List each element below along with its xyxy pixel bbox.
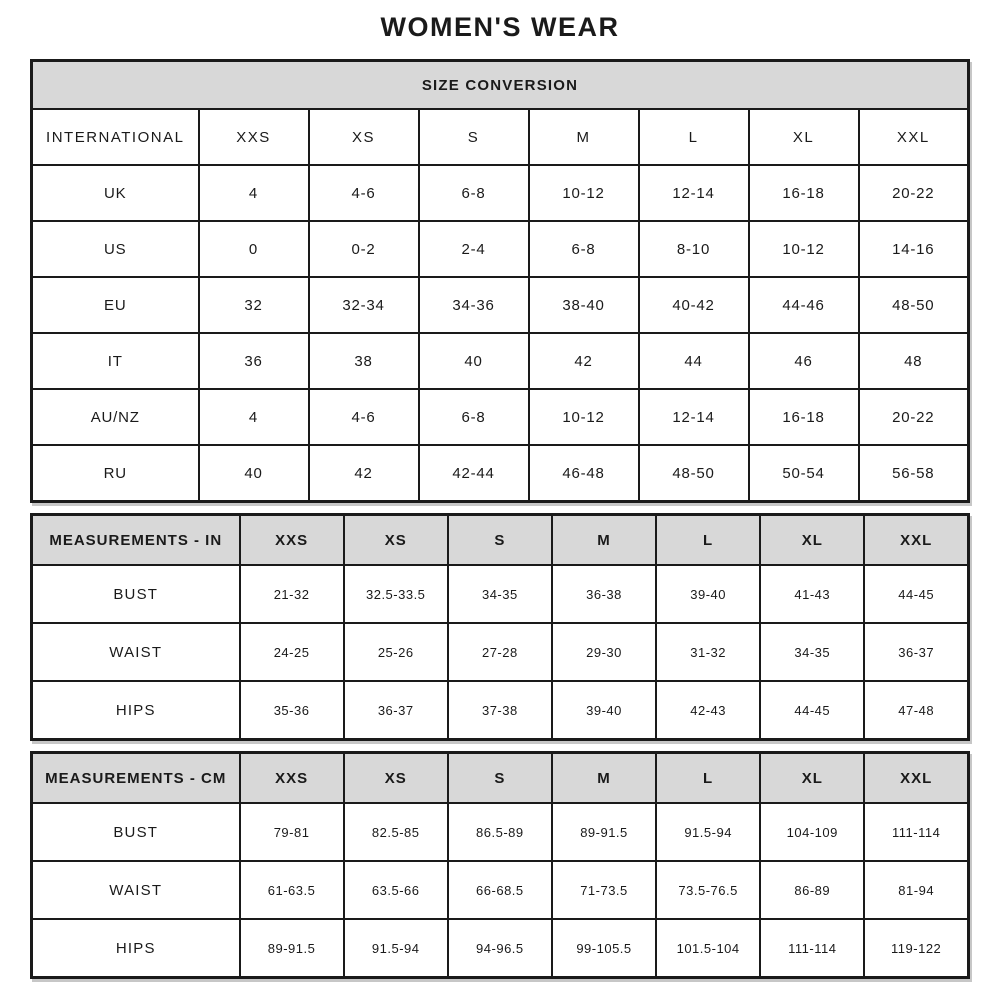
measurement-value-cell: 44-45 [864,565,968,623]
size-header-cell: S [448,753,552,804]
size-header-cell: S [448,515,552,566]
row-label: WAIST [32,623,240,681]
measurements-in-title-cell: MEASUREMENTS - IN [32,515,240,566]
measurement-value-cell: 29-30 [552,623,656,681]
measurement-value-cell: 119-122 [864,919,968,978]
table-row-waist-in [32,623,969,681]
measurements-in-table [30,513,970,741]
row-label: BUST [32,565,240,623]
measurement-value-cell: 47-48 [864,681,968,740]
measurement-value-cell: 34-35 [760,623,864,681]
size-header-cell: XXL [864,753,968,804]
size-chart-page [30,0,970,979]
measurement-value-cell: 41-43 [760,565,864,623]
size-value-cell: 40 [419,333,529,389]
size-value-cell: 12-14 [639,165,749,221]
measurements-in-header-row [32,515,969,566]
row-label: RU [32,445,199,502]
measurement-value-cell: 101.5-104 [656,919,760,978]
size-value-cell: 6-8 [419,165,529,221]
size-header-cell: S [419,109,529,165]
size-header-cell: XS [344,515,448,566]
measurements-cm-table [30,751,970,979]
measurement-value-cell: 81-94 [864,861,968,919]
row-label: HIPS [32,919,240,978]
size-value-cell: 44-46 [749,277,859,333]
measurement-value-cell: 89-91.5 [240,919,344,978]
row-label: WAIST [32,861,240,919]
page-title: WOMEN'S WEAR [380,12,620,42]
size-value-cell: 42 [309,445,419,502]
size-value-cell: 4-6 [309,165,419,221]
measurement-value-cell: 42-43 [656,681,760,740]
table-row-eu [32,277,969,333]
table-row-aunz [32,389,969,445]
size-value-cell: 36 [199,333,309,389]
measurement-value-cell: 71-73.5 [552,861,656,919]
measurement-value-cell: 31-32 [656,623,760,681]
size-value-cell: 20-22 [859,389,969,445]
size-value-cell: 6-8 [419,389,529,445]
size-header-cell: XL [760,515,864,566]
measurement-value-cell: 39-40 [552,681,656,740]
measurement-value-cell: 82.5-85 [344,803,448,861]
size-header-cell: XXS [240,753,344,804]
size-value-cell: 32 [199,277,309,333]
size-value-cell: 4 [199,389,309,445]
size-header-cell: L [656,515,760,566]
measurement-value-cell: 89-91.5 [552,803,656,861]
table-row-hips-in [32,681,969,740]
size-value-cell: 2-4 [419,221,529,277]
row-label: AU/NZ [32,389,199,445]
size-header-cell: M [529,109,639,165]
size-header-cell: XXL [864,515,968,566]
size-value-cell: 46-48 [529,445,639,502]
measurement-value-cell: 39-40 [656,565,760,623]
measurement-value-cell: 91.5-94 [344,919,448,978]
measurement-value-cell: 86-89 [760,861,864,919]
measurement-value-cell: 94-96.5 [448,919,552,978]
size-value-cell: 10-12 [529,165,639,221]
size-header-cell: L [639,109,749,165]
size-value-cell: 48 [859,333,969,389]
size-value-cell: 40-42 [639,277,749,333]
size-conversion-banner-row [32,61,969,110]
size-header-cell: XL [749,109,859,165]
measurement-value-cell: 91.5-94 [656,803,760,861]
size-value-cell: 42 [529,333,639,389]
size-value-cell: 0-2 [309,221,419,277]
measurements-cm-title-cell: MEASUREMENTS - CM [32,753,240,804]
measurements-cm-header-row [32,753,969,804]
measurement-value-cell: 27-28 [448,623,552,681]
table-row-hips-cm [32,919,969,978]
size-value-cell: 4-6 [309,389,419,445]
measurement-value-cell: 36-37 [864,623,968,681]
size-header-cell: XXL [859,109,969,165]
measurement-value-cell: 79-81 [240,803,344,861]
size-value-cell: 16-18 [749,389,859,445]
measurement-value-cell: 24-25 [240,623,344,681]
measurement-value-cell: 61-63.5 [240,861,344,919]
measurement-value-cell: 25-26 [344,623,448,681]
measurement-value-cell: 104-109 [760,803,864,861]
size-header-cell: M [552,515,656,566]
size-value-cell: 40 [199,445,309,502]
size-value-cell: 12-14 [639,389,749,445]
size-value-cell: 14-16 [859,221,969,277]
table-row-uk [32,165,969,221]
size-value-cell: 32-34 [309,277,419,333]
size-header-cell: XL [760,753,864,804]
measurement-value-cell: 32.5-33.5 [344,565,448,623]
measurement-value-cell: 111-114 [760,919,864,978]
table-row-bust-cm [32,803,969,861]
measurement-value-cell: 21-32 [240,565,344,623]
size-value-cell: 16-18 [749,165,859,221]
size-header-cell: XS [309,109,419,165]
measurement-value-cell: 73.5-76.5 [656,861,760,919]
size-header-cell: XXS [199,109,309,165]
size-conversion-header-row [32,109,969,165]
size-header-cell: L [656,753,760,804]
size-value-cell: 38-40 [529,277,639,333]
size-value-cell: 10-12 [529,389,639,445]
size-value-cell: 20-22 [859,165,969,221]
table-row-waist-cm [32,861,969,919]
size-value-cell: 48-50 [639,445,749,502]
size-value-cell: 50-54 [749,445,859,502]
measurement-value-cell: 44-45 [760,681,864,740]
size-value-cell: 44 [639,333,749,389]
row-label: UK [32,165,199,221]
table-row-us [32,221,969,277]
measurement-value-cell: 66-68.5 [448,861,552,919]
size-value-cell: 10-12 [749,221,859,277]
measurement-value-cell: 34-35 [448,565,552,623]
row-label: EU [32,277,199,333]
size-value-cell: 34-36 [419,277,529,333]
size-value-cell: 4 [199,165,309,221]
table-row-it [32,333,969,389]
measurement-value-cell: 35-36 [240,681,344,740]
measurement-value-cell: 86.5-89 [448,803,552,861]
measurement-value-cell: 37-38 [448,681,552,740]
size-value-cell: 56-58 [859,445,969,502]
international-header-cell: INTERNATIONAL [32,109,199,165]
row-label: HIPS [32,681,240,740]
measurement-value-cell: 111-114 [864,803,968,861]
row-label: US [32,221,199,277]
size-conversion-table [30,59,970,503]
size-value-cell: 46 [749,333,859,389]
measurement-value-cell: 63.5-66 [344,861,448,919]
size-value-cell: 6-8 [529,221,639,277]
size-header-cell: M [552,753,656,804]
size-value-cell: 8-10 [639,221,749,277]
size-value-cell: 0 [199,221,309,277]
table-row-ru [32,445,969,502]
size-value-cell: 42-44 [419,445,529,502]
measurement-value-cell: 36-37 [344,681,448,740]
size-header-cell: XXS [240,515,344,566]
measurement-value-cell: 99-105.5 [552,919,656,978]
size-value-cell: 48-50 [859,277,969,333]
size-value-cell: 38 [309,333,419,389]
table-row-bust-in [32,565,969,623]
row-label: BUST [32,803,240,861]
size-conversion-banner: SIZE CONVERSION [32,61,969,110]
measurement-value-cell: 36-38 [552,565,656,623]
size-header-cell: XS [344,753,448,804]
row-label: IT [32,333,199,389]
